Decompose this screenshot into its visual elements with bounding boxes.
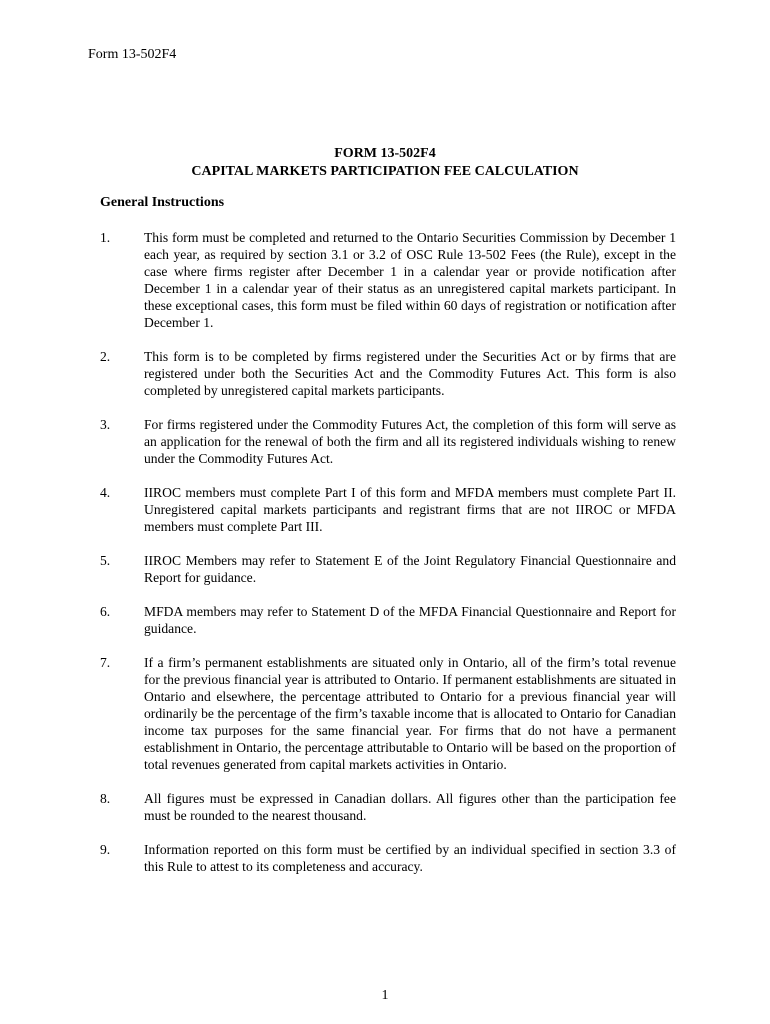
instruction-text: IIROC Members may refer to Statement E of the Joint Regulatory Financial Questionnaire and Report for guidance.: [144, 553, 676, 585]
instruction-list: [100, 229, 676, 875]
instruction-item: [100, 603, 676, 637]
instruction-item: [100, 348, 676, 399]
instruction-text: This form must be completed and returned to the Ontario Securities Commission by December 1 each year, as required by section 3.1 or 3.2 of OSC Rule 13-502 Fees (the Rule), except in the case where firms register after December 1 in a calendar year or provide notification after December 1 in a calendar year of their status as an unregistered capital markets participant. In these exceptional cases, this form must be filed within 60 days of registration or notification after December 1.: [144, 230, 676, 330]
page-number: 1: [381, 988, 389, 1003]
instruction-item: [100, 484, 676, 535]
instruction-text: This form is to be completed by firms registered under the Securities Act or by firms that are registered under both the Securities Act and the Commodity Futures Act. This form is also completed by unregistered capital markets participants.: [144, 349, 676, 398]
instruction-number: 6.: [100, 604, 111, 619]
instruction-text: MFDA members may refer to Statement D of the MFDA Financial Questionnaire and Report for guidance.: [144, 604, 676, 636]
instruction-text: Information reported on this form must be certified by an individual specified in section 3.3 of this Rule to attest to its completeness and accuracy.: [144, 842, 676, 874]
instruction-item: [100, 229, 676, 331]
instruction-text: For firms registered under the Commodity Futures Act, the completion of this form will serve as an application for the renewal of both the firm and all its registered individuals wishing to renew under the Commodity Futures Act.: [144, 417, 676, 466]
form-title: FORM 13-502F4: [334, 146, 436, 161]
instruction-number: 5.: [100, 553, 111, 568]
instruction-number: 7.: [100, 655, 111, 670]
instruction-text: IIROC members must complete Part I of this form and MFDA members must complete Part II. Unregistered capital markets participants and registrant firms that are not IIROC or MFDA members must complete Part III.: [144, 485, 676, 534]
instruction-number: 2.: [100, 349, 111, 364]
instruction-text: If a firm’s permanent establishments are situated only in Ontario, all of the firm’s total revenue for the previous financial year is attributed to Ontario. If permanent establishments are situated in Ontario and elsewhere, the percentage attributed to Ontario for a previous financial year will ordinarily be the percentage of the firm’s taxable income that is allocated to Ontario for Canadian income tax purposes for the same financial year. For firms that do not have a permanent establishment in Ontario, the percentage attributable to Ontario will be based on the proportion of total revenues generated from capital markets activities in Ontario.: [144, 655, 676, 772]
instruction-item: [100, 416, 676, 467]
instruction-number: 8.: [100, 791, 111, 806]
instruction-item: [100, 654, 676, 773]
instruction-number: 9.: [100, 842, 111, 857]
form-subtitle: CAPITAL MARKETS PARTICIPATION FEE CALCULATION: [191, 164, 579, 179]
instruction-item: [100, 790, 676, 824]
instruction-number: 1.: [100, 230, 111, 245]
instruction-number: 4.: [100, 485, 111, 500]
section-heading: General Instructions: [100, 195, 225, 210]
instruction-number: 3.: [100, 417, 111, 432]
instruction-item: [100, 552, 676, 586]
form-id-header: Form 13-502F4: [88, 47, 177, 62]
instruction-item: [100, 841, 676, 875]
instruction-text: All figures must be expressed in Canadian dollars. All figures other than the participation fee must be rounded to the nearest thousand.: [144, 791, 676, 823]
